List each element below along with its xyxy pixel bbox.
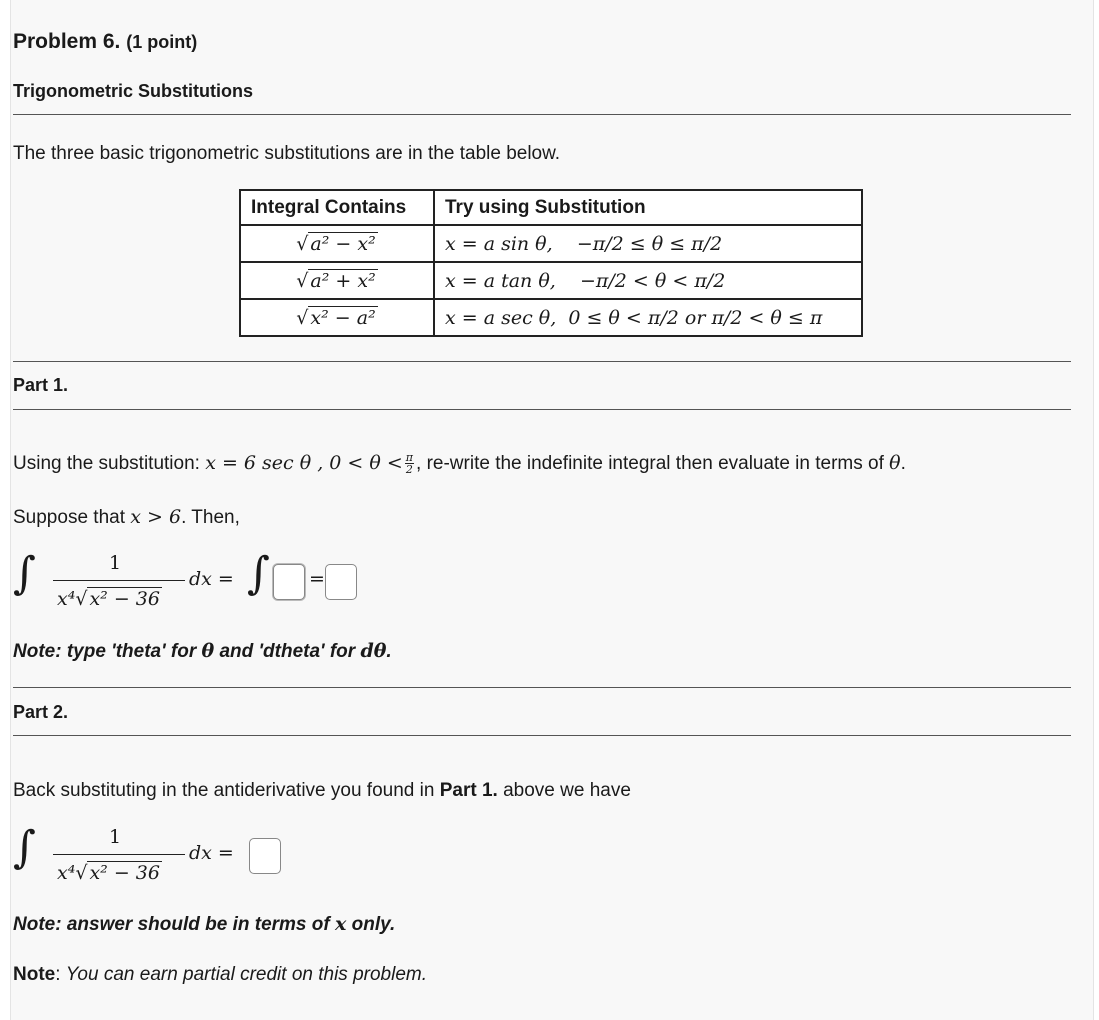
part1-heading: Part 1. — [13, 375, 69, 395]
integrand-numerator: 1 — [109, 552, 122, 574]
divider — [13, 687, 1071, 688]
problem-title: Problem 6. (1 point) — [13, 30, 198, 53]
part1-integral — [13, 548, 513, 618]
fraction-bar — [53, 580, 185, 581]
integral-sign: ∫ — [247, 548, 270, 599]
partial-credit-note: Note: You can earn partial credit on this problem. — [13, 964, 428, 985]
part2-heading: Part 2. — [13, 702, 69, 722]
contains-cell: √ a² − x² — [240, 225, 434, 262]
part1-instruction: Using the substitution: x = 6 sec θ , 0 < θ < $\frac{\pi}{2}$ , re-write the indefinite integral then evaluate in terms of θ. — [13, 451, 906, 477]
integral-sign: ∫ — [13, 822, 36, 873]
dx-label: dx = — [189, 568, 234, 590]
divider — [13, 735, 1071, 736]
divider — [13, 114, 1071, 115]
dx-label: dx = — [189, 842, 234, 864]
substitution-table — [239, 189, 863, 337]
table-header-substitution: Try using Substitution — [434, 190, 862, 225]
part1-note: Note: type 'theta' for θ and 'dtheta' for dθ. — [13, 640, 392, 662]
integrand-denominator: x⁴√ x² − 36 — [57, 588, 160, 610]
divider — [13, 361, 1071, 362]
contains-cell: √ x² − a² — [240, 299, 434, 336]
problem-points: (1 point) — [126, 32, 198, 52]
range-text: 0 ≤ θ < π/2 or π/2 < θ ≤ π — [568, 306, 823, 329]
table-row — [240, 262, 862, 299]
integrand-numerator: 1 — [109, 826, 122, 848]
part2-note: Note: answer should be in terms of x only. — [13, 913, 396, 935]
substitution-cell: x = a sin θ, −π/2 ≤ θ ≤ π/2 — [434, 225, 862, 262]
integrand-denominator: x⁴√ x² − 36 — [57, 862, 160, 884]
contains-cell: √ a² + x² — [240, 262, 434, 299]
substitution-cell: x = a tan θ, −π/2 < θ < π/2 — [434, 262, 862, 299]
table-row — [240, 225, 862, 262]
equals-sign: = — [309, 568, 325, 590]
part2-integral — [13, 822, 413, 892]
problem-subtitle: Trigonometric Substitutions — [13, 81, 254, 101]
range-text: −π/2 ≤ θ ≤ π/2 — [576, 232, 723, 255]
intro-text: The three basic trigonometric substitutions are in the table below. — [13, 143, 561, 164]
part2-text: Back substituting in the antiderivative you found in Part 1. above we have — [13, 780, 631, 801]
substitution-cell: x = a sec θ, 0 ≤ θ < π/2 or π/2 < θ ≤ π — [434, 299, 862, 336]
antiderivative-answer-input[interactable] — [325, 564, 357, 600]
table-header-contains: Integral Contains — [240, 190, 434, 225]
range-text: −π/2 < θ < π/2 — [579, 269, 726, 292]
back-substitution-answer-input[interactable] — [249, 838, 281, 874]
integral-sign: ∫ — [13, 548, 36, 599]
integrand-answer-input[interactable] — [273, 564, 305, 600]
divider — [13, 409, 1071, 410]
fraction-bar — [53, 854, 185, 855]
part1-suppose: Suppose that x > 6. Then, — [13, 506, 240, 528]
table-row — [240, 299, 862, 336]
